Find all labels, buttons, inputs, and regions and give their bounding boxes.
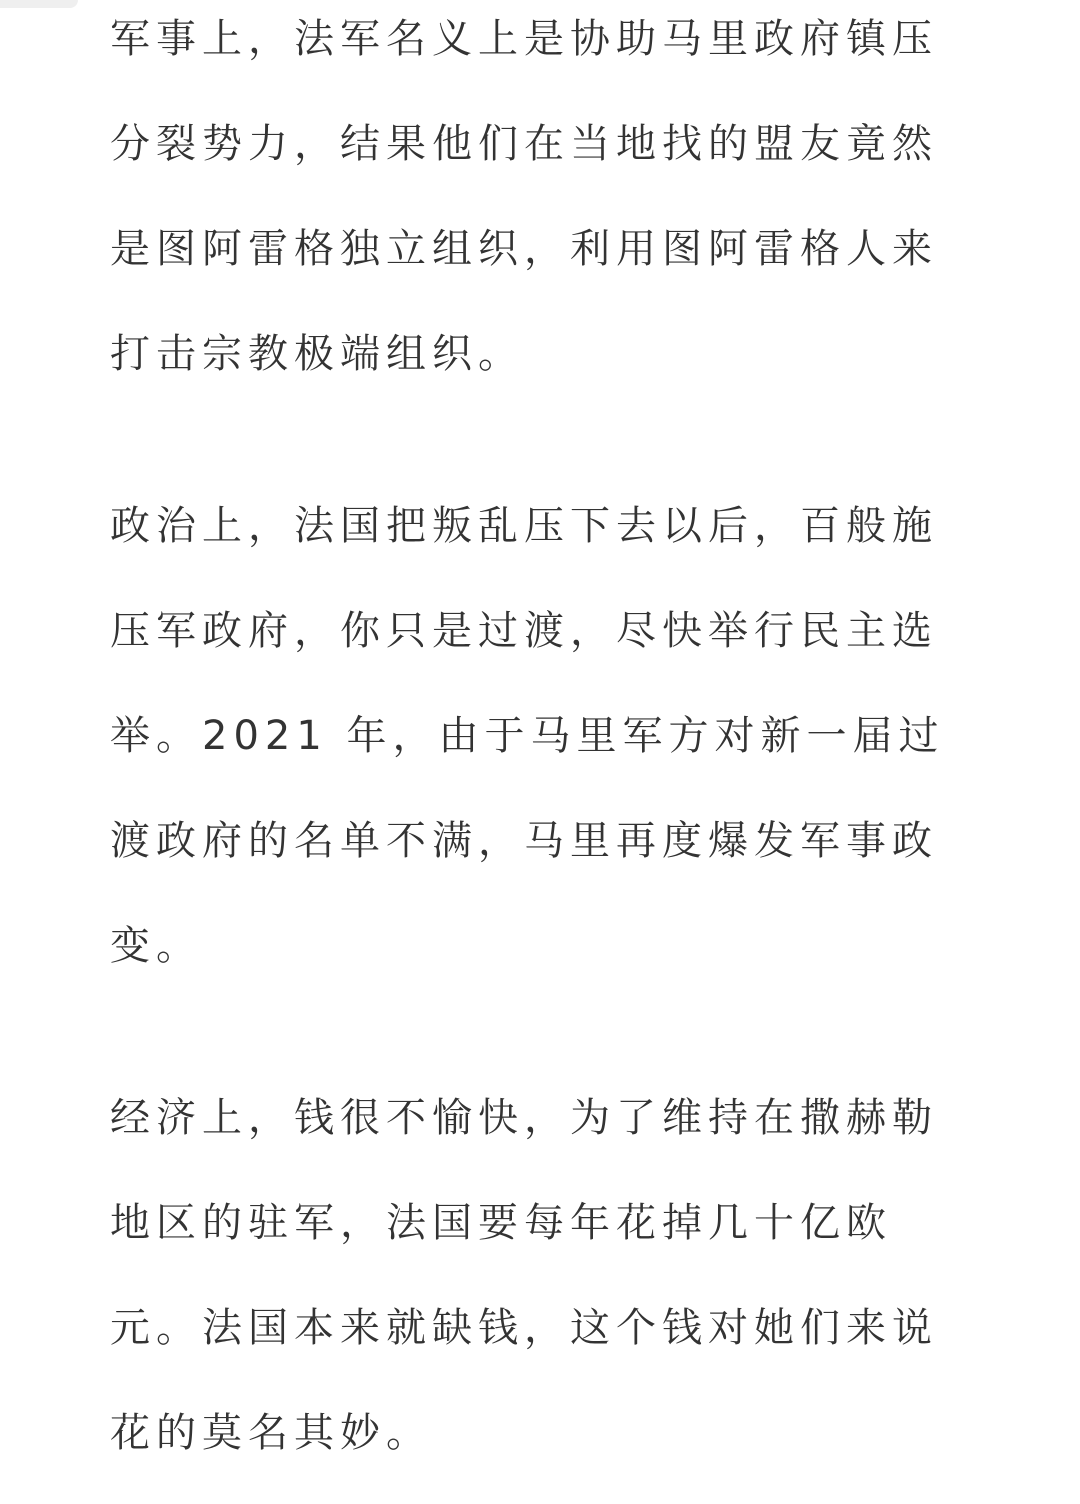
text-line: 打击宗教极端组织。 — [110, 331, 524, 377]
text-line: 压军政府，你只是过渡，尽快举行民主选 — [110, 608, 938, 654]
paragraph-politics — [110, 492, 970, 1017]
paragraph-military — [110, 5, 970, 425]
text-line: 经济上，钱很不愉快，为了维持在撒赫勒 — [110, 1095, 938, 1141]
corner-decoration — [0, 0, 78, 8]
text-line: 是图阿雷格独立组织，利用图阿雷格人来 — [110, 226, 938, 272]
article-body — [110, 5, 970, 1504]
paragraph-economy — [110, 1084, 970, 1504]
text-line: 举。2021 年，由于马里军方对新一届过 — [110, 713, 945, 759]
text-line: 地区的驻军，法国要每年花掉几十亿欧 — [110, 1200, 892, 1246]
text-line: 元。法国本来就缺钱，这个钱对她们来说 — [110, 1305, 938, 1351]
text-line: 军事上，法军名义上是协助马里政府镇压 — [110, 16, 938, 62]
text-line: 变。 — [110, 923, 202, 969]
text-line: 花的莫名其妙。 — [110, 1410, 432, 1456]
text-line: 政治上，法国把叛乱压下去以后，百般施 — [110, 503, 938, 549]
text-line: 分裂势力，结果他们在当地找的盟友竟然 — [110, 121, 938, 167]
text-line: 渡政府的名单不满，马里再度爆发军事政 — [110, 818, 938, 864]
